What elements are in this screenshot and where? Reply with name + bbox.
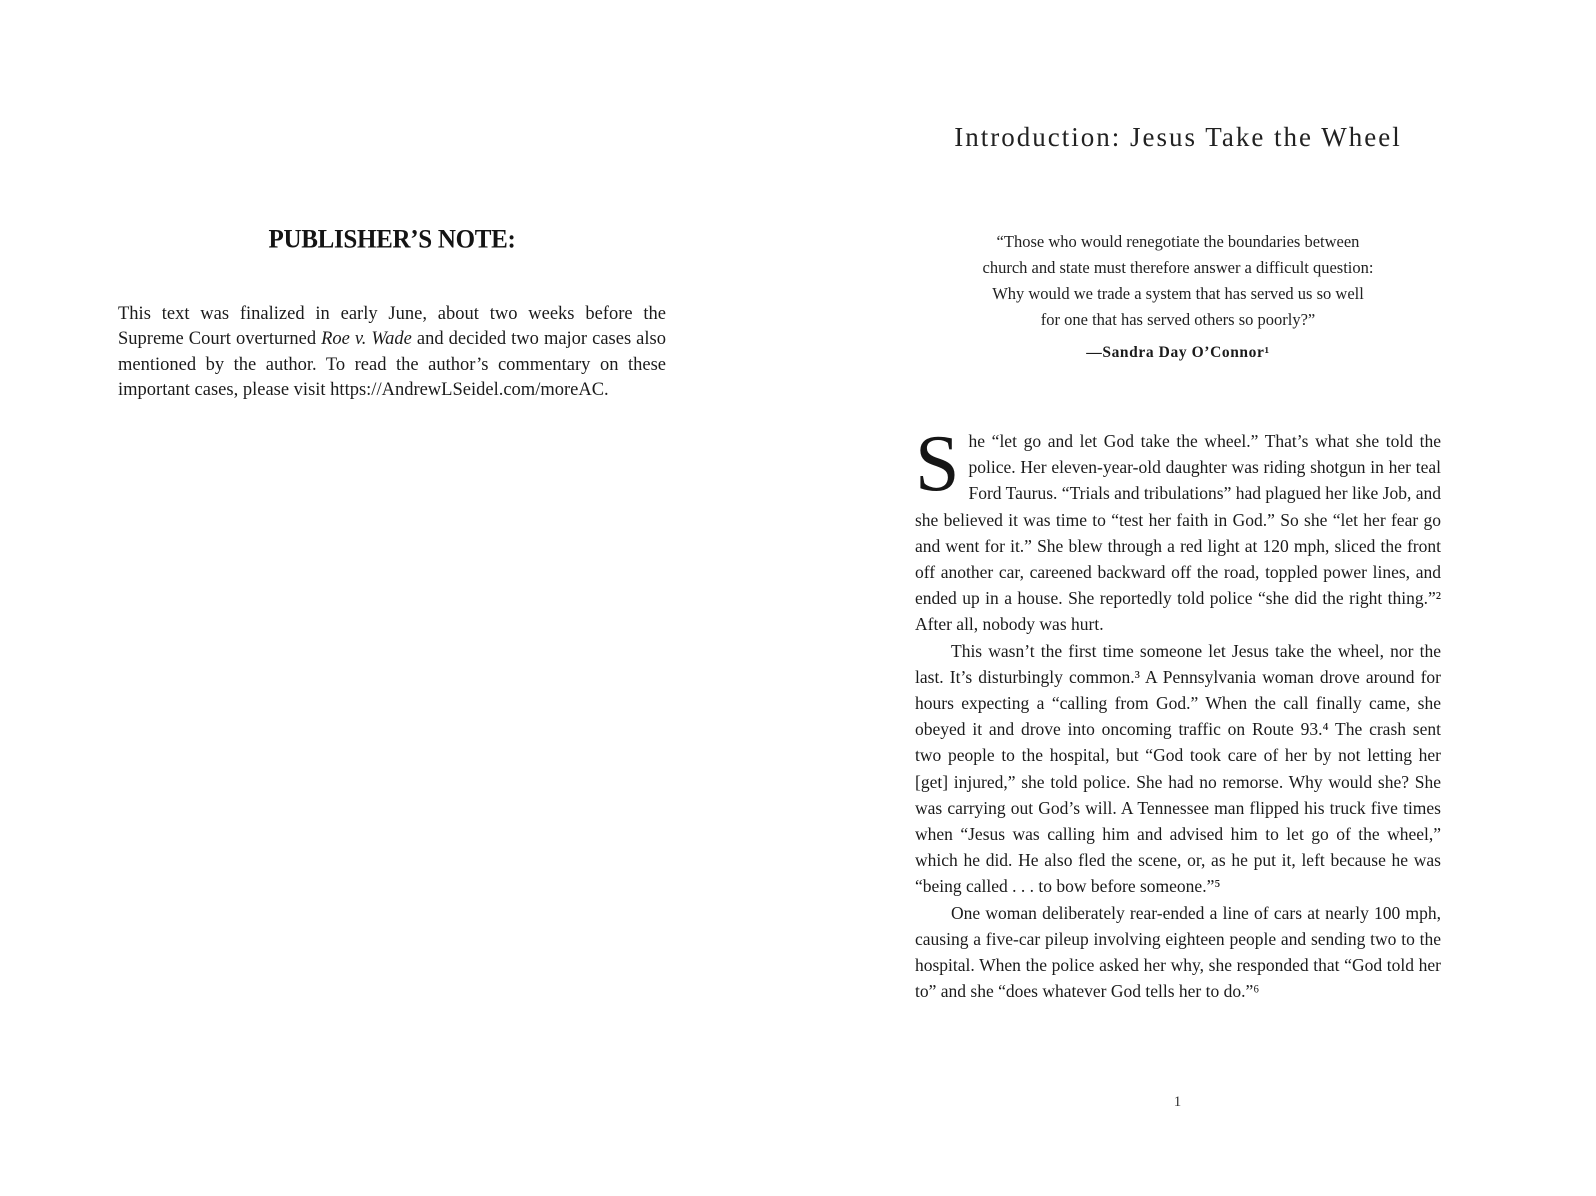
chapter-title: Introduction: Jesus Take the Wheel [954, 122, 1402, 152]
epigraph [895, 229, 1461, 366]
body-paragraph: This wasn’t the first time someone let Jesus take the wheel, nor the last. It’s disturbingly common.³ A Pennsylvania woman drove around for hours expecting a “calling from God.” When the call finally came, she obeyed it and drove into oncoming traffic on Route 93.⁴ The crash sent two people to the hospital, but “God took care of her by not letting her [get] injured,” she told police. She had no remorse. Why would she? She was carrying out God’s will. A Tennessee man flipped his truck five times when “Jesus was calling him and advised him to let go of the wheel,” which he did. He also fled the scene, or, as he put it, left because he was “being called . . . to bow before someone.”⁵ [915, 640, 1441, 897]
body-paragraph [915, 420, 1441, 638]
epigraph-line: Why would we trade a system that has served us so well [992, 284, 1364, 303]
publishers-note-text-part2: and decided two major cases also mentioned by the author. To read the author’s commentary on these important cases, please visit https://AndrewLSeidel.com/moreAC. [118, 329, 666, 401]
body-paragraph: One woman deliberately rear-ended a line of cars at nearly 100 mph, causing a five-car pileup involving eighteen people and sending two to the hospital. When the police asked her why, she responded that “God told her to” and she “does whatever God tells her to do.”⁶ [915, 902, 1441, 1002]
publishers-note-heading: PUBLISHER’S NOTE: [268, 225, 516, 254]
epigraph-attribution: —Sandra Day O’Connor¹ [1086, 344, 1270, 361]
epigraph-line: for one that has served others so poorly?” [1040, 310, 1316, 329]
epigraph-line: church and state must therefore answer a difficult question: [982, 258, 1374, 277]
publishers-note-text [118, 302, 666, 404]
epigraph-line: “Those who would renegotiate the boundaries between [996, 232, 1360, 251]
body-paragraph-text: he “let go and let God take the wheel.” That’s what she told the police. Her eleven-year-old daughter was riding shotgun in her teal Ford Taurus. “Trials and tribulations” had plagued her like Job, and she believed it was time to “test her faith in God.” So she “let her fear go and went for it.” She blew through a red light at 120 mph, sliced the front off another car, careened backward off the road, toppled power lines, and ended up in a house. She reportedly told police “she did the right thing.”² After all, nobody was hurt. [915, 431, 1441, 635]
page-number: 1 [1173, 1094, 1183, 1110]
dropcap: S [915, 420, 960, 508]
chapter-body [915, 420, 1441, 1004]
right-page [915, 0, 1441, 1196]
case-name-italic: Roe v. Wade [321, 329, 412, 350]
publishers-note-text-part1: This text was finalized in early June, about two weeks before the Supreme Court overturned [118, 303, 666, 350]
left-page [118, 0, 666, 1196]
